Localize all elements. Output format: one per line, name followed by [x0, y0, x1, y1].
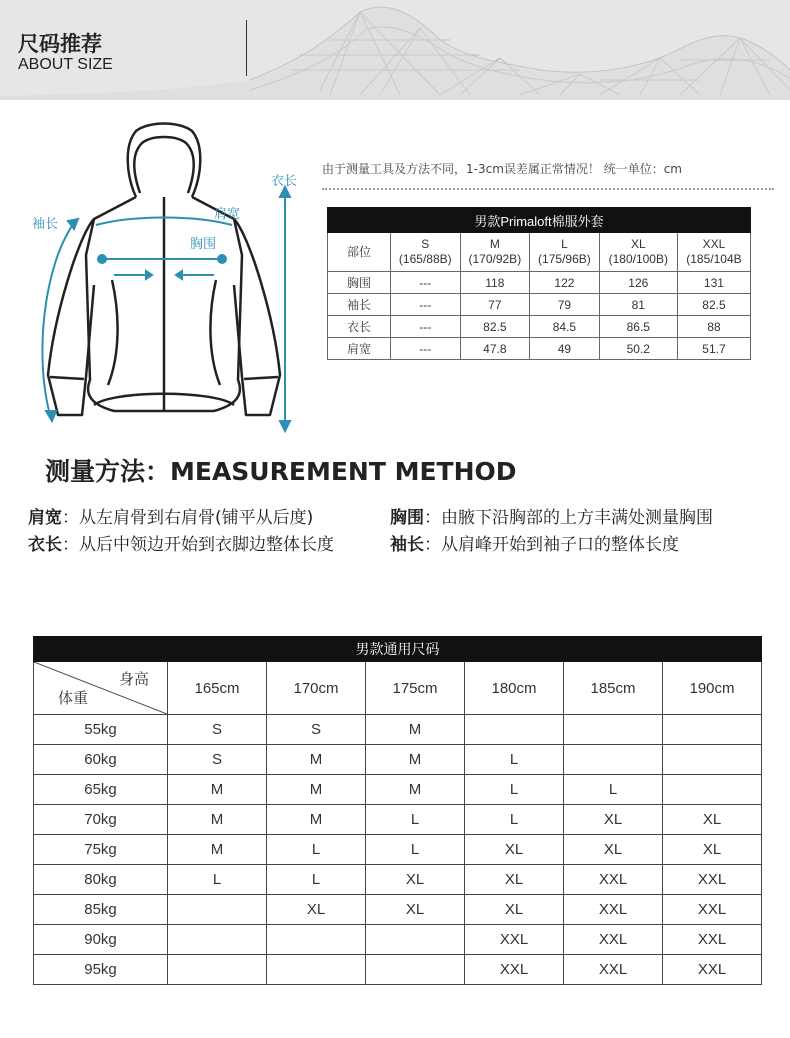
height-col: 180cm	[465, 662, 564, 715]
table-row	[34, 775, 762, 805]
table-row	[34, 865, 762, 895]
size-col-m: M (170/92B)	[460, 233, 530, 272]
height-col: 175cm	[366, 662, 465, 715]
size-col-l: L (175/96B)	[530, 233, 600, 272]
height-col: 190cm	[663, 662, 762, 715]
weight-cell: 85kg	[34, 895, 168, 925]
cell: ---	[391, 316, 461, 338]
size-cell: XL	[663, 805, 762, 835]
weight-cell: 90kg	[34, 925, 168, 955]
cell: ---	[391, 272, 461, 294]
size-cell: XXL	[564, 925, 663, 955]
header-title-en: ABOUT SIZE	[18, 56, 113, 73]
weight-cell: 75kg	[34, 835, 168, 865]
size-cell	[366, 925, 465, 955]
rec-table-caption: 男款通用尺码	[34, 637, 762, 662]
height-col: 165cm	[168, 662, 267, 715]
cell: ---	[391, 338, 461, 360]
size-cell	[564, 745, 663, 775]
size-cell: XXL	[564, 865, 663, 895]
size-row-sleeve	[328, 294, 751, 316]
method-item-shoulder: 肩宽：从左肩骨到右肩骨(铺平从后度)	[28, 508, 314, 528]
size-table-header-row	[328, 233, 751, 272]
size-cell: M	[267, 745, 366, 775]
size-cell: XL	[465, 895, 564, 925]
row-label: 胸围	[328, 272, 391, 294]
size-cell: M	[366, 775, 465, 805]
size-cell	[663, 745, 762, 775]
method-title: 测量方法：MEASUREMENT METHOD	[45, 457, 517, 486]
cell: 122	[530, 272, 600, 294]
header-banner	[0, 0, 790, 100]
measurement-note: 由于测量工具及方法不同，1-3cm误差属正常情况！ 统一单位：cm	[322, 162, 682, 176]
weight-cell: 65kg	[34, 775, 168, 805]
cell: 126	[599, 272, 677, 294]
cell: 51.7	[677, 338, 750, 360]
cell: 131	[677, 272, 750, 294]
table-row	[34, 925, 762, 955]
weight-cell: 60kg	[34, 745, 168, 775]
table-row	[34, 715, 762, 745]
size-cell: XXL	[663, 955, 762, 985]
size-cell: XXL	[663, 925, 762, 955]
corner-height-label: 身高	[118, 671, 149, 688]
size-cell	[663, 715, 762, 745]
cell: 86.5	[599, 316, 677, 338]
cell: 88	[677, 316, 750, 338]
size-col-s: S (165/88B)	[391, 233, 461, 272]
weight-cell: 80kg	[34, 865, 168, 895]
table-row	[34, 955, 762, 985]
size-cell: XL	[465, 865, 564, 895]
method-item-chest: 胸围：由腋下沿胸部的上方丰满处测量胸围	[390, 508, 713, 528]
size-cell: L	[366, 805, 465, 835]
cell: 50.2	[599, 338, 677, 360]
height-col: 185cm	[564, 662, 663, 715]
size-cell	[267, 925, 366, 955]
height-col: 170cm	[267, 662, 366, 715]
size-col-xl: XL (180/100B)	[599, 233, 677, 272]
size-cell	[564, 715, 663, 745]
header-divider	[246, 20, 247, 76]
method-item-length: 衣长：从后中领边开始到衣脚边整体长度	[28, 535, 334, 555]
cell: 77	[460, 294, 530, 316]
table-row	[34, 805, 762, 835]
cell: 47.8	[460, 338, 530, 360]
size-cell: L	[267, 865, 366, 895]
weight-cell: 95kg	[34, 955, 168, 985]
size-cell: M	[267, 775, 366, 805]
size-cell: M	[168, 775, 267, 805]
size-cell: XL	[465, 835, 564, 865]
size-cell: M	[267, 805, 366, 835]
label-sleeve: 袖长	[32, 217, 59, 232]
size-row-shoulder	[328, 338, 751, 360]
table-row	[34, 745, 762, 775]
size-cell	[168, 925, 267, 955]
cell: 79	[530, 294, 600, 316]
jacket-outline-illustration	[24, 115, 314, 435]
size-spec-table	[327, 207, 751, 360]
size-cell	[168, 895, 267, 925]
size-cell: XXL	[465, 925, 564, 955]
weight-cell: 55kg	[34, 715, 168, 745]
size-cell: XL	[366, 865, 465, 895]
label-length: 衣长	[271, 174, 298, 189]
size-cell: XL	[564, 835, 663, 865]
size-cell: M	[366, 715, 465, 745]
size-cell: XL	[267, 895, 366, 925]
label-shoulder: 肩宽	[214, 207, 241, 222]
size-table-caption: 男款Primaloft棉服外套	[328, 208, 751, 233]
size-cell: L	[465, 775, 564, 805]
size-cell: L	[168, 865, 267, 895]
size-cell: M	[168, 805, 267, 835]
rec-table-header-row	[34, 662, 762, 715]
size-cell: XXL	[465, 955, 564, 985]
weight-cell: 70kg	[34, 805, 168, 835]
label-chest: 胸围	[190, 237, 217, 252]
size-cell	[663, 775, 762, 805]
table-row	[34, 835, 762, 865]
corner-weight-label: 体重	[58, 690, 89, 707]
row-label: 肩宽	[328, 338, 391, 360]
size-cell: XL	[366, 895, 465, 925]
method-item-sleeve: 袖长：从肩峰开始到袖子口的整体长度	[390, 535, 679, 555]
size-cell: L	[564, 775, 663, 805]
size-cell	[168, 955, 267, 985]
cell: 82.5	[460, 316, 530, 338]
size-cell	[267, 955, 366, 985]
size-cell: S	[168, 745, 267, 775]
size-row-length	[328, 316, 751, 338]
row-label: 袖长	[328, 294, 391, 316]
size-cell: L	[465, 805, 564, 835]
size-cell: XXL	[564, 895, 663, 925]
size-cell: XL	[663, 835, 762, 865]
cell: 82.5	[677, 294, 750, 316]
cell: 84.5	[530, 316, 600, 338]
cell: ---	[391, 294, 461, 316]
cell: 49	[530, 338, 600, 360]
size-cell	[465, 715, 564, 745]
size-recommendation-table	[33, 636, 762, 985]
size-cell: S	[168, 715, 267, 745]
size-cell: XL	[564, 805, 663, 835]
rec-table-corner	[34, 662, 168, 715]
cell: 81	[599, 294, 677, 316]
size-cell: XXL	[564, 955, 663, 985]
jacket-measurement-figure	[24, 115, 314, 435]
size-cell: XXL	[663, 865, 762, 895]
size-cell: L	[366, 835, 465, 865]
mountain-wireframe-graphic	[0, 0, 790, 100]
size-cell: L	[465, 745, 564, 775]
header-title-zh: 尺码推荐	[18, 32, 102, 56]
size-row-chest	[328, 272, 751, 294]
size-cell: L	[267, 835, 366, 865]
size-cell: M	[168, 835, 267, 865]
cell: 118	[460, 272, 530, 294]
table-row	[34, 895, 762, 925]
dotted-divider	[322, 188, 774, 190]
size-table-header-label: 部位	[328, 233, 391, 272]
size-cell	[366, 955, 465, 985]
size-cell: XXL	[663, 895, 762, 925]
size-cell: M	[366, 745, 465, 775]
row-label: 衣长	[328, 316, 391, 338]
size-col-xxl: XXL (185/104B	[677, 233, 750, 272]
size-cell: S	[267, 715, 366, 745]
